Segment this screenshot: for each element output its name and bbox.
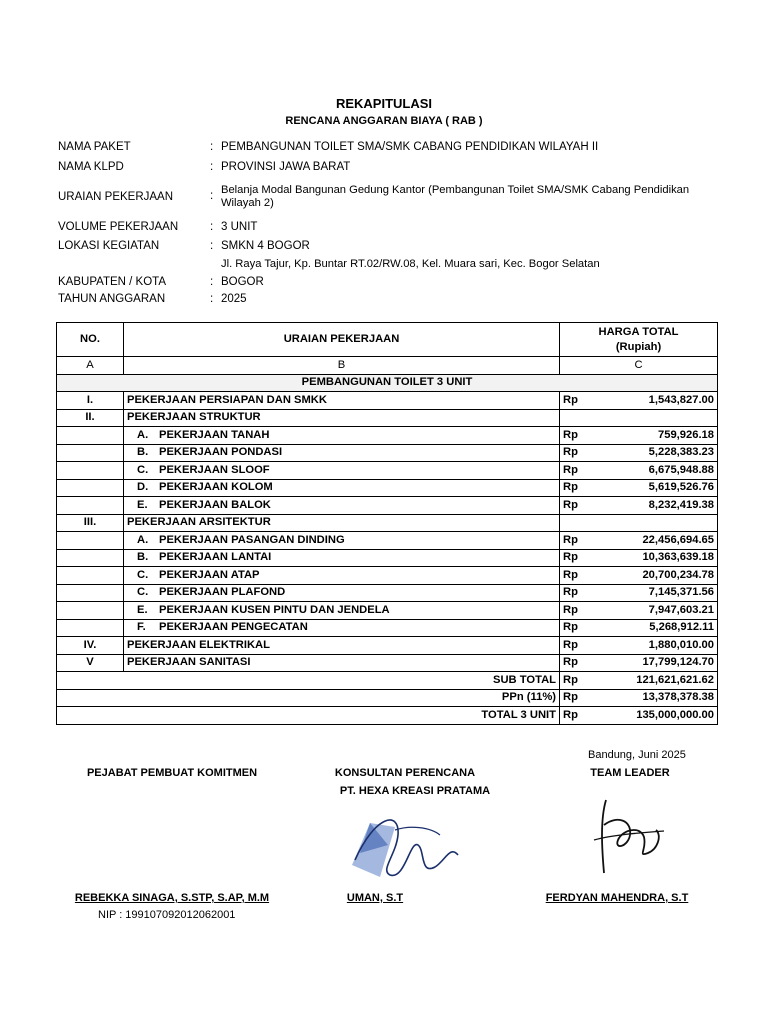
alamat-value: Jl. Raya Tajur, Kp. Buntar RT.02/RW.08, Kel. Muara sari, Kec. Bogor Selatan	[221, 258, 600, 270]
item-description-cell	[124, 409, 560, 427]
item-description: PEKERJAAN PONDASI	[159, 446, 283, 459]
item-description: PEKERJAAN TANAH	[159, 428, 270, 441]
item-number	[57, 444, 124, 462]
lokasi-label: LOKASI KEGIATAN	[58, 240, 160, 252]
colon: :	[210, 161, 214, 173]
item-description-cell	[124, 497, 560, 515]
table-row	[57, 444, 718, 462]
currency-label: Rp	[560, 707, 600, 725]
sub-item-letter: B.	[137, 551, 149, 564]
item-number	[57, 497, 124, 515]
item-description: PEKERJAAN KOLOM	[159, 481, 273, 494]
item-description: PEKERJAAN BALOK	[159, 498, 271, 511]
ppk-name: REBEKKA SINAGA, S.STP, S.AP, M.M	[74, 892, 270, 904]
sub-item-letter: C.	[137, 586, 149, 599]
lokasi-value: SMKN 4 BOGOR	[221, 240, 310, 252]
table-row	[57, 497, 718, 515]
item-amount: 22,456,694.65	[600, 532, 718, 550]
currency-label	[560, 514, 600, 532]
item-amount: 8,232,419.38	[600, 497, 718, 515]
item-description-cell	[124, 602, 560, 620]
uraian-line-1: Belanja Modal Bangunan Gedung Kantor (Pembangunan Toilet SMA/SMK Cabang Pendidikan	[221, 184, 690, 196]
colon: :	[210, 190, 214, 202]
table-body	[57, 392, 718, 672]
leader-signature	[592, 795, 672, 880]
konsultan-signature-stroke	[395, 827, 440, 835]
item-number: III.	[57, 514, 124, 532]
item-description-cell	[124, 462, 560, 480]
item-description: PEKERJAAN KUSEN PINTU DAN JENDELA	[159, 603, 390, 616]
colon: :	[210, 293, 214, 305]
item-description: PEKERJAAN ARSITEKTUR	[127, 516, 271, 529]
item-number	[57, 619, 124, 637]
tahun-label: TAHUN ANGGARAN	[58, 293, 166, 305]
currency-label: Rp	[560, 392, 600, 410]
item-amount: 20,700,234.78	[600, 567, 718, 585]
item-description: PEKERJAAN PENGECATAN	[159, 621, 308, 634]
item-description: PEKERJAAN PLAFOND	[159, 586, 286, 599]
item-number	[57, 567, 124, 585]
col-letter-c: C	[560, 357, 718, 375]
volume-label: VOLUME PEKERJAAN	[58, 221, 179, 233]
total-label: TOTAL 3 UNIT	[57, 707, 560, 725]
table-row	[57, 392, 718, 410]
total-amount: 135,000,000.00	[600, 707, 718, 725]
leader-name: FERDYAN MAHENDRA, S.T	[545, 892, 689, 904]
item-description-cell	[124, 532, 560, 550]
sub-item-letter: B.	[137, 446, 149, 459]
currency-label: Rp	[560, 584, 600, 602]
sub-item-letter: D.	[137, 481, 149, 494]
item-amount: 759,926.18	[600, 427, 718, 445]
table-row	[57, 654, 718, 672]
table-header-row	[57, 323, 718, 357]
colon: :	[210, 276, 214, 288]
table-row	[57, 567, 718, 585]
item-description-cell	[124, 567, 560, 585]
item-description-cell	[124, 549, 560, 567]
item-description-cell	[124, 584, 560, 602]
colon: :	[210, 240, 214, 252]
item-description: PEKERJAAN PERSIAPAN DAN SMKK	[127, 393, 327, 406]
rab-table	[56, 322, 718, 725]
table-row	[57, 602, 718, 620]
currency-label: Rp	[560, 532, 600, 550]
sub-item-letter: E.	[137, 603, 148, 616]
header-uraian: URAIAN PEKERJAAN	[124, 323, 560, 357]
item-amount: 7,145,371.56	[600, 584, 718, 602]
table-row	[57, 637, 718, 655]
item-number: I.	[57, 392, 124, 410]
total-row	[57, 672, 718, 690]
currency-label: Rp	[560, 654, 600, 672]
currency-label: Rp	[560, 427, 600, 445]
column-letter-row	[57, 357, 718, 375]
item-number	[57, 584, 124, 602]
section-row	[57, 374, 718, 392]
item-number: V	[57, 654, 124, 672]
sub-item-letter: A.	[137, 428, 149, 441]
item-amount: 5,228,383.23	[600, 444, 718, 462]
item-description-cell	[124, 654, 560, 672]
item-number	[57, 532, 124, 550]
kabupaten-value: BOGOR	[221, 276, 264, 288]
currency-label: Rp	[560, 497, 600, 515]
total-row	[57, 689, 718, 707]
kabupaten-label: KABUPATEN / KOTA	[58, 276, 166, 288]
header-harga	[560, 323, 718, 357]
table-totals	[57, 672, 718, 725]
doc-title: REKAPITULASI	[335, 96, 433, 111]
header-no: NO.	[57, 323, 124, 357]
item-number	[57, 549, 124, 567]
item-amount: 10,363,639.18	[600, 549, 718, 567]
item-number: IV.	[57, 637, 124, 655]
currency-label: Rp	[560, 567, 600, 585]
table-row	[57, 549, 718, 567]
nama-klpd-label: NAMA KLPD	[58, 161, 124, 173]
item-amount: 1,543,827.00	[600, 392, 718, 410]
nama-paket-label: NAMA PAKET	[58, 141, 131, 153]
item-amount: 5,268,912.11	[600, 619, 718, 637]
leader-title: TEAM LEADER	[590, 767, 670, 779]
item-number	[57, 479, 124, 497]
ppk-nip: NIP : 199107092012062001	[98, 909, 236, 921]
colon: :	[210, 141, 214, 153]
tahun-value: 2025	[221, 293, 247, 305]
section-title: PEMBANGUNAN TOILET 3 UNIT	[57, 374, 718, 392]
item-description: PEKERJAAN ELEKTRIKAL	[127, 638, 270, 651]
sub-item-letter: C.	[137, 568, 149, 581]
item-description: PEKERJAAN SANITASI	[127, 656, 251, 669]
total-row	[57, 707, 718, 725]
currency-label: Rp	[560, 619, 600, 637]
uraian-label: URAIAN PEKERJAAN	[58, 191, 174, 203]
item-description-cell	[124, 637, 560, 655]
table-row	[57, 514, 718, 532]
total-label: PPn (11%)	[57, 689, 560, 707]
table-row	[57, 532, 718, 550]
item-description: PEKERJAAN PASANGAN DINDING	[159, 533, 345, 546]
item-description-cell	[124, 479, 560, 497]
colon: :	[210, 221, 214, 233]
item-number	[57, 602, 124, 620]
place-date: Bandung, Juni 2025	[588, 749, 686, 761]
sub-item-letter: C.	[137, 463, 149, 476]
table-row	[57, 584, 718, 602]
total-amount: 13,378,378.38	[600, 689, 718, 707]
table-row	[57, 462, 718, 480]
item-description: PEKERJAAN SLOOF	[159, 463, 270, 476]
table-row	[57, 479, 718, 497]
currency-label: Rp	[560, 462, 600, 480]
currency-label: Rp	[560, 479, 600, 497]
sub-item-letter: A.	[137, 533, 149, 546]
currency-label: Rp	[560, 689, 600, 707]
sub-item-letter: E.	[137, 498, 148, 511]
total-label: SUB TOTAL	[57, 672, 560, 690]
item-amount: 6,675,948.88	[600, 462, 718, 480]
nama-paket-value: PEMBANGUNAN TOILET SMA/SMK CABANG PENDIDIKAN WILAYAH II	[221, 141, 599, 153]
header-harga-line1: HARGA TOTAL	[598, 325, 679, 338]
item-description-cell	[124, 514, 560, 532]
doc-subtitle: RENCANA ANGGARAN BIAYA ( RAB )	[285, 115, 483, 127]
item-description-cell	[124, 444, 560, 462]
konsultan-name: UMAN, S.T	[346, 892, 404, 904]
item-amount	[600, 514, 718, 532]
currency-label: Rp	[560, 444, 600, 462]
konsultan-stamp-signature	[340, 805, 470, 890]
item-description: PEKERJAAN ATAP	[159, 568, 260, 581]
item-number	[57, 427, 124, 445]
item-amount: 1,880,010.00	[600, 637, 718, 655]
currency-label: Rp	[560, 549, 600, 567]
konsultan-company: PT. HEXA KREASI PRATAMA	[339, 785, 491, 797]
item-amount: 17,799,124.70	[600, 654, 718, 672]
item-description-cell	[124, 427, 560, 445]
item-amount: 7,947,603.21	[600, 602, 718, 620]
item-description-cell	[124, 392, 560, 410]
konsultan-title: KONSULTAN PERENCANA	[334, 767, 476, 779]
currency-label: Rp	[560, 637, 600, 655]
table-row	[57, 427, 718, 445]
table-row	[57, 619, 718, 637]
col-letter-b: B	[124, 357, 560, 375]
ppk-title: PEJABAT PEMBUAT KOMITMEN	[86, 767, 258, 779]
header-harga-line2: (Rupiah)	[615, 340, 662, 353]
col-letter-a: A	[57, 357, 124, 375]
sub-item-letter: F.	[137, 621, 146, 634]
uraian-line-2: Wilayah 2)	[221, 197, 274, 209]
total-amount: 121,621,621.62	[600, 672, 718, 690]
currency-label	[560, 409, 600, 427]
volume-value: 3 UNIT	[221, 221, 258, 233]
item-number: II.	[57, 409, 124, 427]
item-amount: 5,619,526.76	[600, 479, 718, 497]
table-row	[57, 409, 718, 427]
item-description-cell	[124, 619, 560, 637]
currency-label: Rp	[560, 672, 600, 690]
uraian-value	[221, 184, 716, 210]
item-description: PEKERJAAN LANTAI	[159, 551, 272, 564]
item-amount	[600, 409, 718, 427]
nama-klpd-value: PROVINSI JAWA BARAT	[221, 161, 351, 173]
currency-label: Rp	[560, 602, 600, 620]
item-description: PEKERJAAN STRUKTUR	[127, 411, 261, 424]
item-number	[57, 462, 124, 480]
